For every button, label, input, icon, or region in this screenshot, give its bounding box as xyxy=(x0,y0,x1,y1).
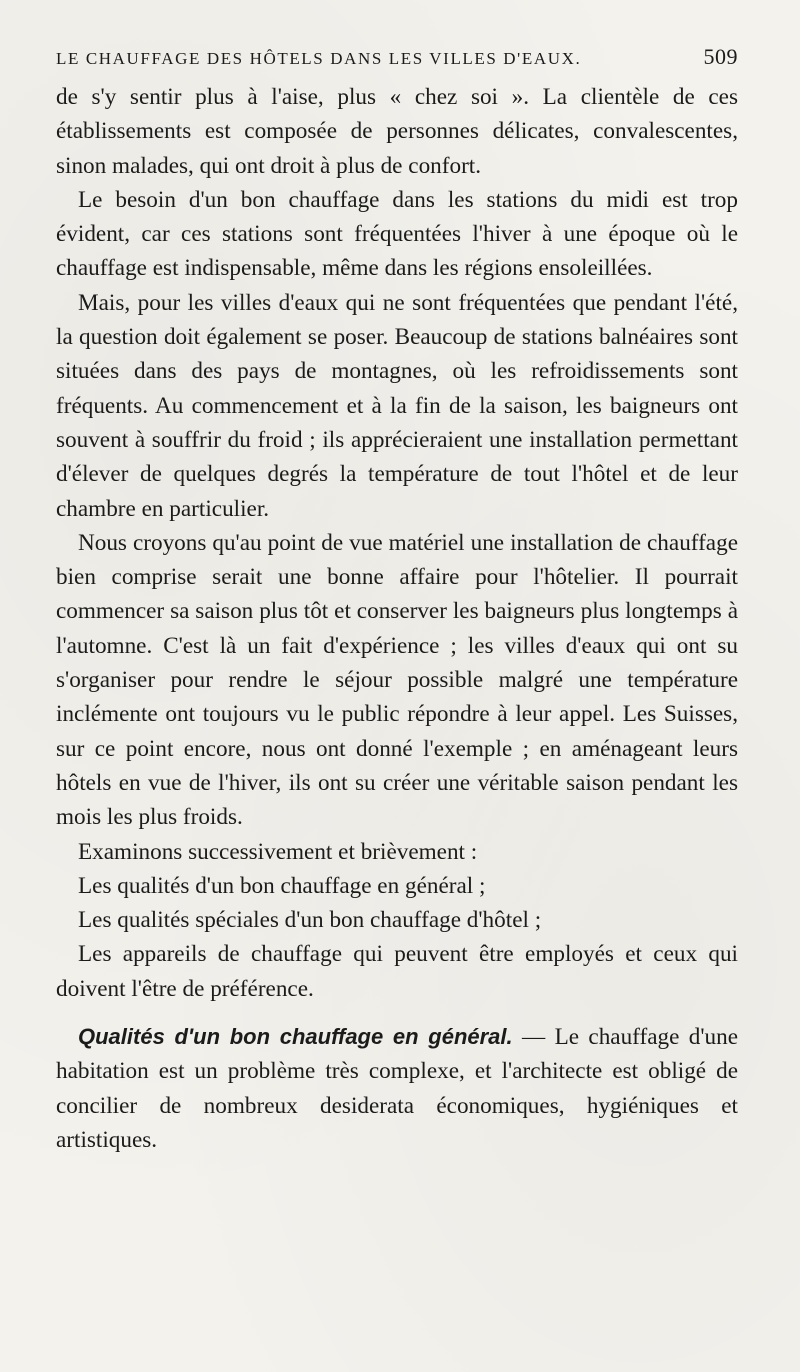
running-header xyxy=(56,44,738,74)
list-intro: Examinons successivement et brièvement : xyxy=(78,838,478,865)
body-text xyxy=(56,80,738,1180)
running-title: LE CHAUFFAGE DES HÔTELS DANS LES VILLES D'EAUX. xyxy=(56,49,582,68)
section-text: — Le chauffage d'une habitation est un problème très complexe, et l'architecte est obligé de concilier de nombreux desiderata économiques, hygiéniques et artistiques. xyxy=(56,1024,738,1153)
section-paragraph xyxy=(56,1020,738,1157)
paragraph-2: Le besoin d'un bon chauffage dans les stations du midi est trop évident, car ces stations sont fréquentées l'hiver à une époque où le chauffage est indispensable, même dans les régions ensoleillées. xyxy=(56,186,738,282)
paragraph-4: Nous croyons qu'au point de vue matériel une installation de chauffage bien comprise serait une bonne affaire pour l'hôtelier. Il pourrait commencer sa saison plus tôt et conserver les baigneurs plus longtemps à l'automne. C'est là un fait d'expérience ; les villes d'eaux qui ont su s'organiser pour rendre le séjour possible malgré une température inclémente ont toujours vu le public répondre à leur appel. Les Suisses, sur ce point encore, nous ont donné l'exemple ; en aménageant leurs hôtels en vue de l'hiver, ils ont su créer une véritable saison pendant les mois les plus froids. xyxy=(56,529,738,831)
list-item-3: Les appareils de chauffage qui peuvent être employés et ceux qui doivent l'être de préférence. xyxy=(56,941,738,1002)
paragraph-1: de s'y sentir plus à l'aise, plus « chez soi ». La clientèle de ces établissements est composée de personnes délicates, convalescentes, sinon malades, qui ont droit à plus de confort. xyxy=(56,84,738,179)
list-item-1: Les qualités d'un bon chauffage en général ; xyxy=(78,872,486,899)
page-number: 509 xyxy=(703,44,738,69)
section-heading: Qualités d'un bon chauffage en général. xyxy=(78,1024,513,1050)
paragraph-3: Mais, pour les villes d'eaux qui ne sont fréquentées que pendant l'été, la question doit également se poser. Beaucoup de stations balnéaires sont situées dans des pays de montagnes, où les refroidissements sont fréquents. Au commencement et à la fin de la saison, les baigneurs ont souvent à souffrir du froid ; ils apprécieraient une installation permettant d'élever de quelques degrés la température de tout l'hôtel et de leur chambre en particulier. xyxy=(56,289,738,522)
list-item-2: Les qualités spéciales d'un bon chauffage d'hôtel ; xyxy=(78,907,542,934)
